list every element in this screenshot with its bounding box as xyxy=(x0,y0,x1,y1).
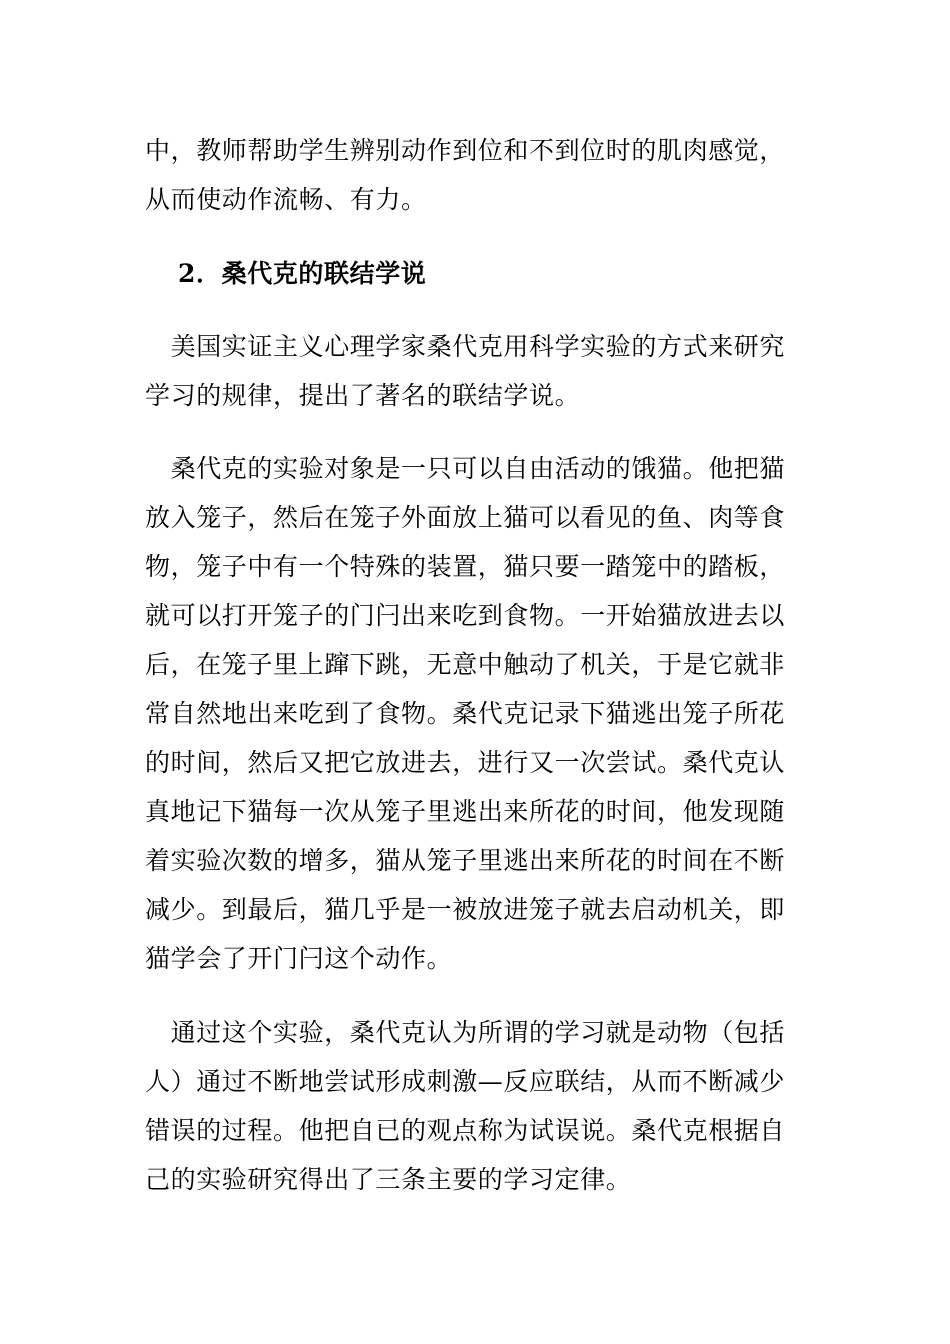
paragraph-line: 中，教师帮助学生辨别动作到位和不到位时的肌肉感觉， xyxy=(145,136,786,165)
paragraph-line: 己的实验研究得出了三条主要的学习定律。 xyxy=(145,1165,632,1194)
paragraph-line: 猫学会了开门闩这个动作。 xyxy=(145,944,453,973)
paragraph-line: 常自然地出来吃到了食物。桑代克记录下猫逃出笼子所花 xyxy=(145,699,786,728)
paragraph-line: 放入笼子，然后在笼子外面放上猫可以看见的鱼、肉等食 xyxy=(145,503,786,532)
paragraph-line: 后，在笼子里上蹿下跳，无意中触动了机关，于是它就非 xyxy=(145,650,786,679)
paragraph-continuation xyxy=(145,126,805,224)
paragraph-experiment xyxy=(145,444,805,983)
paragraph-line: 减少。到最后，猫几乎是一被放进笼子就去启动机关，即 xyxy=(145,895,786,924)
paragraph-line: 真地记下猫每一次从笼子里逃出来所花的时间，他发现随 xyxy=(145,797,786,826)
paragraph-line: 从而使动作流畅、有力。 xyxy=(145,185,427,214)
section-heading: 2．桑代克的联结学说 xyxy=(178,259,427,288)
paragraph-conclusion xyxy=(145,1008,805,1204)
paragraph-line: 桑代克的实验对象是一只可以自由活动的饿猫。他把猫 xyxy=(145,454,786,483)
paragraph-line: 着实验次数的增多，猫从笼子里逃出来所花的时间在不断 xyxy=(145,846,786,875)
paragraph-line: 错误的过程。他把自已的观点称为试误说。桑代克根据自 xyxy=(145,1116,786,1145)
paragraph-line: 美国实证主义心理学家桑代克用科学实验的方式来研究 xyxy=(145,332,786,361)
paragraph-line: 学习的规律，提出了著名的联结学说。 xyxy=(145,381,581,410)
paragraph-line: 的时间，然后又把它放进去，进行又一次尝试。桑代克认 xyxy=(145,748,786,777)
paragraph-intro xyxy=(145,322,805,420)
paragraph-line: 通过这个实验，桑代克认为所谓的学习就是动物（包括 xyxy=(145,1018,786,1047)
paragraph-line: 人）通过不断地尝试形成刺激—反应联结，从而不断减少 xyxy=(145,1067,786,1096)
paragraph-line: 就可以打开笼子的门闩出来吃到食物。一开始猫放进去以 xyxy=(145,601,786,630)
paragraph-line: 物，笼子中有一个特殊的装置，猫只要一踏笼中的踏板， xyxy=(145,552,786,581)
